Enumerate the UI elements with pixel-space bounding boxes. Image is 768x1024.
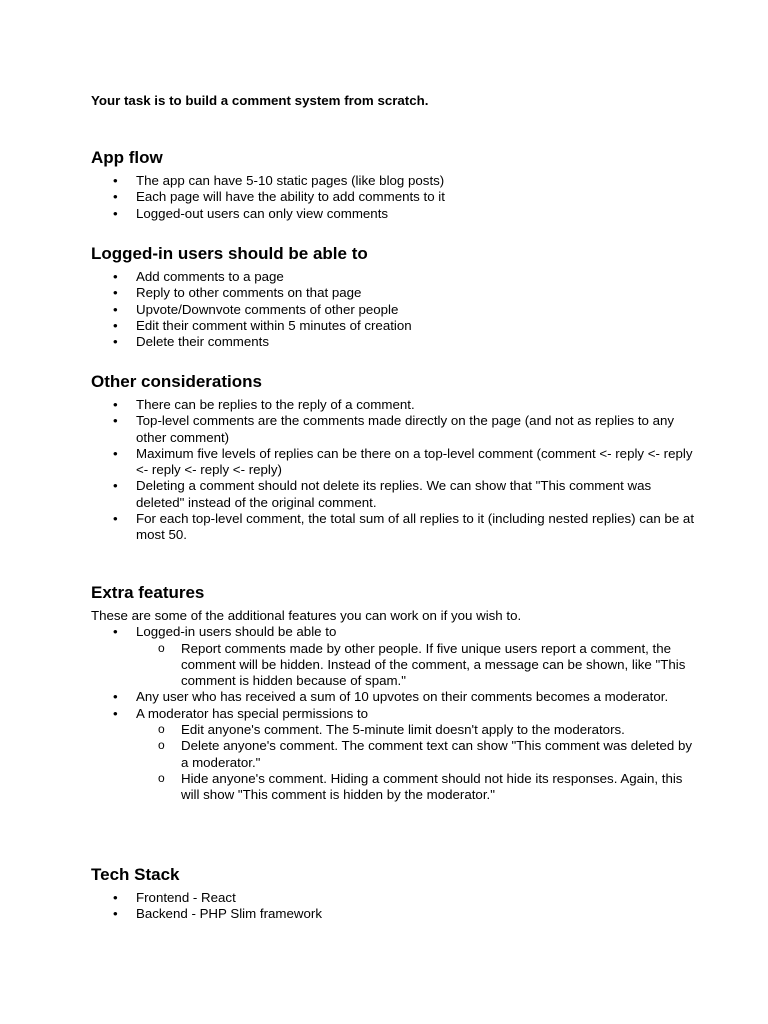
bullet-icon: • <box>113 205 118 221</box>
list-item: • Edit their comment within 5 minutes of creation <box>113 317 412 333</box>
bullet-icon: • <box>113 445 118 461</box>
list-item: • Each page will have the ability to add comments to it <box>113 189 445 205</box>
sub-bullet-icon: o <box>158 770 165 785</box>
section-description: These are some of the additional features you can work on if you wish to. <box>91 608 522 623</box>
bullet-list <box>91 624 701 803</box>
list-item: • Upvote/Downvote comments of other people <box>113 301 399 317</box>
bullet-icon: • <box>113 624 118 640</box>
sub-bullet-icon: o <box>158 738 165 753</box>
list-item: • There can be replies to the reply of a comment. <box>113 397 415 412</box>
bullet-icon: • <box>113 301 118 317</box>
list-item: • Delete their comments <box>113 334 270 350</box>
section-app-flow <box>91 148 701 222</box>
sub-list-item: o Report comments made by other people. If five unique users report a comment, the comment will be hidden. Instead of the comment, a message can be shown, like "This comment is hidden because of spam." <box>158 640 686 689</box>
sub-bullet-icon: o <box>158 640 165 655</box>
bullet-icon: • <box>113 269 118 284</box>
bullet-icon: • <box>113 705 118 721</box>
bullet-icon: • <box>113 334 118 350</box>
bullet-icon: • <box>113 173 118 188</box>
section-logged-in <box>91 244 701 350</box>
bullet-list <box>91 890 701 923</box>
sub-list-item: o Edit anyone's comment. The 5-minute limit doesn't apply to the moderators. <box>158 722 625 738</box>
bullet-icon: • <box>113 890 118 905</box>
list-item: • Logged-in users should be able to o Report comments made by other people. If five unique users report a comment, the comment will be hidden. Instead of the comment, a message can be shown, like "This comment is hidden because of spam." <box>91 624 701 689</box>
sub-list-item: o Hide anyone's comment. Hiding a comment should not hide its responses. Again, this will show "This comment is hidden by the moderator." <box>158 770 683 803</box>
list-item: • Logged-out users can only view comments <box>113 205 389 221</box>
list-item: • The app can have 5-10 static pages (like blog posts) <box>113 173 445 188</box>
bullet-icon: • <box>113 413 118 429</box>
section-heading: Extra features <box>91 583 205 602</box>
section-other-considerations <box>91 372 701 544</box>
bullet-icon: • <box>113 317 118 333</box>
bullet-list <box>91 397 701 544</box>
bullet-icon: • <box>113 397 118 412</box>
section-heading: Tech Stack <box>91 865 180 884</box>
bullet-list <box>91 269 701 350</box>
list-item: • Any user who has received a sum of 10 upvotes on their comments becomes a moderator. <box>113 689 669 705</box>
sub-bullet-list <box>136 722 701 803</box>
list-item: • Frontend - React <box>113 890 236 905</box>
bullet-icon: • <box>113 689 118 705</box>
list-item: • A moderator has special permissions to o Edit anyone's comment. The 5-minute limit doesn't apply to the moderators. o Delete anyone's comment. The comment text can show "This comment was deleted by a moderator." o Hide anyone's comment. Hiding a comment should not hide its responses. Again, this will show "This comment is hidden by the moderator." <box>91 706 701 804</box>
sub-list-item: o Delete anyone's comment. The comment text can show "This comment was deleted by a moderator." <box>158 738 693 770</box>
list-item: • Maximum five levels of replies can be there on a top-level comment (comment <- reply <- reply <- reply <- reply <- reply) <box>113 445 693 478</box>
list-item: • Reply to other comments on that page <box>113 285 362 301</box>
list-item: • For each top-level comment, the total sum of all replies to it (including nested replies) can be at most 50. <box>113 511 695 543</box>
list-item: • Add comments to a page <box>113 269 284 284</box>
bullet-icon: • <box>113 478 118 494</box>
section-heading: Other considerations <box>91 372 262 391</box>
sub-bullet-list <box>136 641 701 690</box>
bullet-icon: • <box>113 511 118 527</box>
section-heading: Logged-in users should be able to <box>91 244 368 263</box>
intro-text: Your task is to build a comment system from scratch. <box>91 93 429 108</box>
sub-bullet-icon: o <box>158 722 165 737</box>
list-item: • Top-level comments are the comments made directly on the page (and not as replies to any other comment) <box>113 413 675 445</box>
bullet-icon: • <box>113 906 118 922</box>
bullet-icon: • <box>113 189 118 205</box>
bullet-list <box>91 173 701 222</box>
section-extra-features <box>91 583 701 804</box>
list-item: • Deleting a comment should not delete its replies. We can show that "This comment was deleted" instead of the original comment. <box>113 478 652 510</box>
list-item: • Backend - PHP Slim framework <box>113 906 322 922</box>
section-heading: App flow <box>91 148 163 167</box>
bullet-icon: • <box>113 285 118 301</box>
section-tech-stack <box>91 865 701 923</box>
